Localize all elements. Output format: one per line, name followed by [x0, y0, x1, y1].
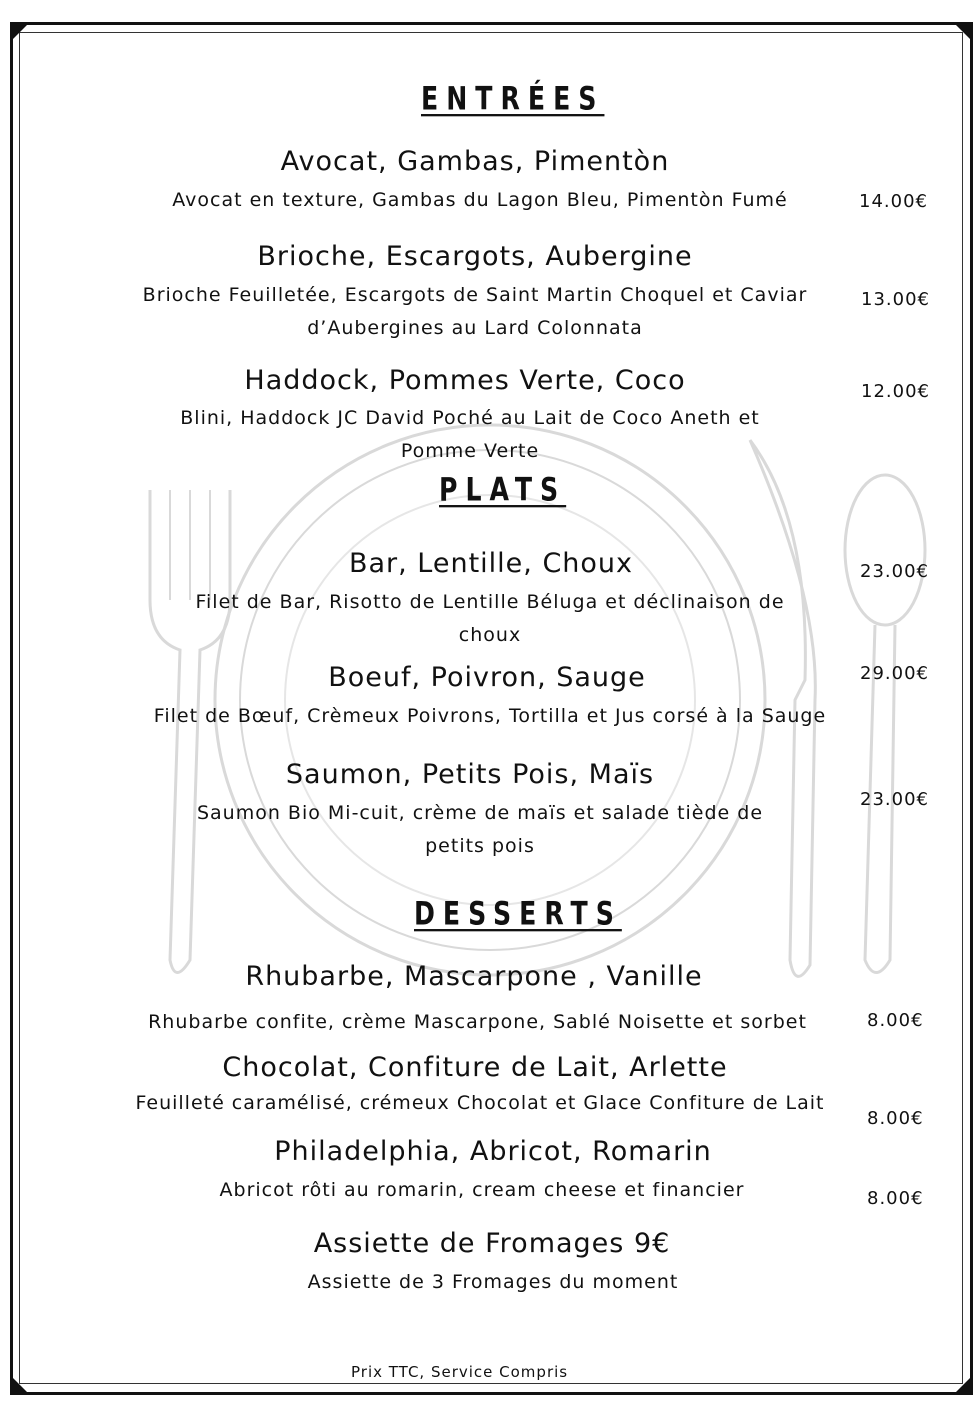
dish-price-chocolat: 8.00€ — [867, 1108, 924, 1129]
dish-price-brioche: 13.00€ — [861, 289, 930, 310]
dish-description-haddock: Blini, Haddock JC David Poché au Lait de Coco Aneth et Pomme Verte — [180, 407, 760, 462]
corner-ornament-top-left — [10, 22, 30, 42]
section-title-desserts: DESSERTS — [414, 894, 622, 933]
dish-price-bar: 23.00€ — [860, 561, 929, 582]
dish-description-chocolat: Feuilleté caramélisé, crémeux Chocolat et Glace Confiture de Lait — [135, 1092, 825, 1114]
dish-name-rhubarbe: Rhubarbe, Mascarpone , Vanille — [245, 961, 703, 992]
dish-price-rhubarbe: 8.00€ — [867, 1010, 924, 1031]
dish-name-saumon: Saumon, Petits Pois, Maïs — [285, 759, 655, 790]
dish-name-chocolat: Chocolat, Confiture de Lait, Arlette — [222, 1052, 728, 1083]
dish-name-bar: Bar, Lentille, Choux — [348, 548, 634, 579]
dish-description-philadelphia: Abricot rôti au romarin, cream cheese et financier — [219, 1179, 745, 1201]
dish-description-saumon: Saumon Bio Mi-cuit, crème de maïs et salade tiède de petits pois — [196, 802, 764, 857]
dish-price-boeuf: 29.00€ — [860, 663, 929, 684]
section-title-plats: PLATS — [439, 470, 567, 509]
dish-name-haddock: Haddock, Pommes Verte, Coco — [244, 365, 686, 396]
dish-name-brioche: Brioche, Escargots, Aubergine — [257, 241, 693, 272]
dish-name-avocat: Avocat, Gambas, Pimentòn — [280, 146, 670, 177]
dish-description-brioche: Brioche Feuilletée, Escargots de Saint Martin Choquel et Caviar d’Aubergines au Lard Colonnata — [142, 284, 808, 339]
dish-description-fromages: Assiette de 3 Fromages du moment — [307, 1271, 679, 1293]
dish-name-boeuf: Boeuf, Poivron, Sauge — [328, 662, 646, 693]
dish-price-haddock: 12.00€ — [861, 381, 930, 402]
footer-note: Prix TTC, Service Compris — [351, 1363, 569, 1381]
dish-description-bar: Filet de Bar, Risotto de Lentille Béluga et déclinaison de choux — [195, 591, 785, 646]
dish-name-fromages: Assiette de Fromages 9€ — [313, 1228, 671, 1259]
dish-description-avocat: Avocat en texture, Gambas du Lagon Bleu, Pimentòn Fumé — [172, 189, 788, 211]
corner-ornament-bottom-right — [953, 1375, 973, 1395]
dish-name-philadelphia: Philadelphia, Abricot, Romarin — [274, 1136, 712, 1167]
dish-price-saumon: 23.00€ — [860, 789, 929, 810]
corner-ornament-bottom-left — [10, 1375, 30, 1395]
dish-price-avocat: 14.00€ — [859, 191, 928, 212]
dish-description-boeuf: Filet de Bœuf, Crèmeux Poivrons, Tortilla et Jus corsé à la Sauge — [153, 705, 827, 727]
dish-price-philadelphia: 8.00€ — [867, 1188, 924, 1209]
dish-description-rhubarbe: Rhubarbe confite, crème Mascarpone, Sablé Noisette et sorbet — [148, 1011, 807, 1033]
corner-ornament-top-right — [953, 22, 973, 42]
section-title-entrees: ENTRÉES — [421, 79, 605, 118]
